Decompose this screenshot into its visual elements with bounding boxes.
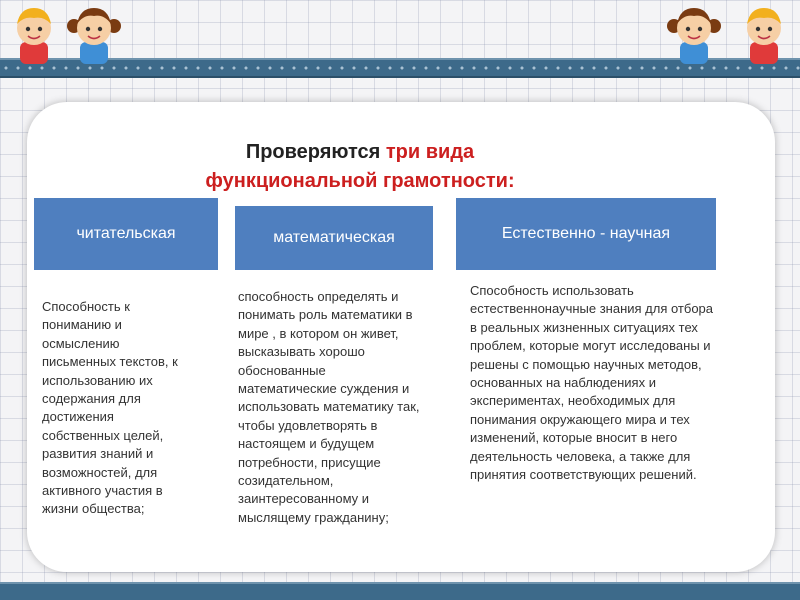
heading-text: Проверяются [245,141,386,163]
description-reading: Способность к пониманию и осмыслению письменных текстов, к использованию их содержания для достижения собственных целей, развития знаний и возможностей, для активного участия в жизни общества; [42,299,178,517]
category-label-science: Естественно - научная [501,225,671,242]
heading-accent-text: три вида [385,141,475,163]
bottom-decorative-band [0,582,800,600]
category-box-reading [34,198,218,270]
category-box-science [456,198,716,270]
boy-icon [738,2,790,64]
heading-line-2: функциональной грамотности: [205,170,515,192]
category-label-reading: читательская [76,225,176,242]
boy-icon [8,2,60,64]
girl-icon [666,2,722,64]
slide-heading [140,138,580,196]
category-box-math [235,206,433,270]
heading-line-1 [140,138,580,167]
category-label-math: математическая [273,229,395,246]
girl-icon [66,2,122,64]
description-math: способность определять и понимать роль математики в мире , в котором он живет, высказывать хорошо обоснованные математические суждения и использовать математику так, чтобы удовлетворять в настоящем и будущем потребности, присущие созидательном, заинтересованному и мыслящему гражданину; [238,289,420,525]
description-science: Способность использовать естественнонаучные знания для отбора в реальных жизненных ситуациях тех проблем, которые могут исследованы и решены с помощью научных методов, основанных на наблюдениях и экспериментах, необходимых для понимания окружающего мира и тех изменений, которые вносит в него деятельность человека, а также для принятия соответствующих решений. [470,283,714,483]
